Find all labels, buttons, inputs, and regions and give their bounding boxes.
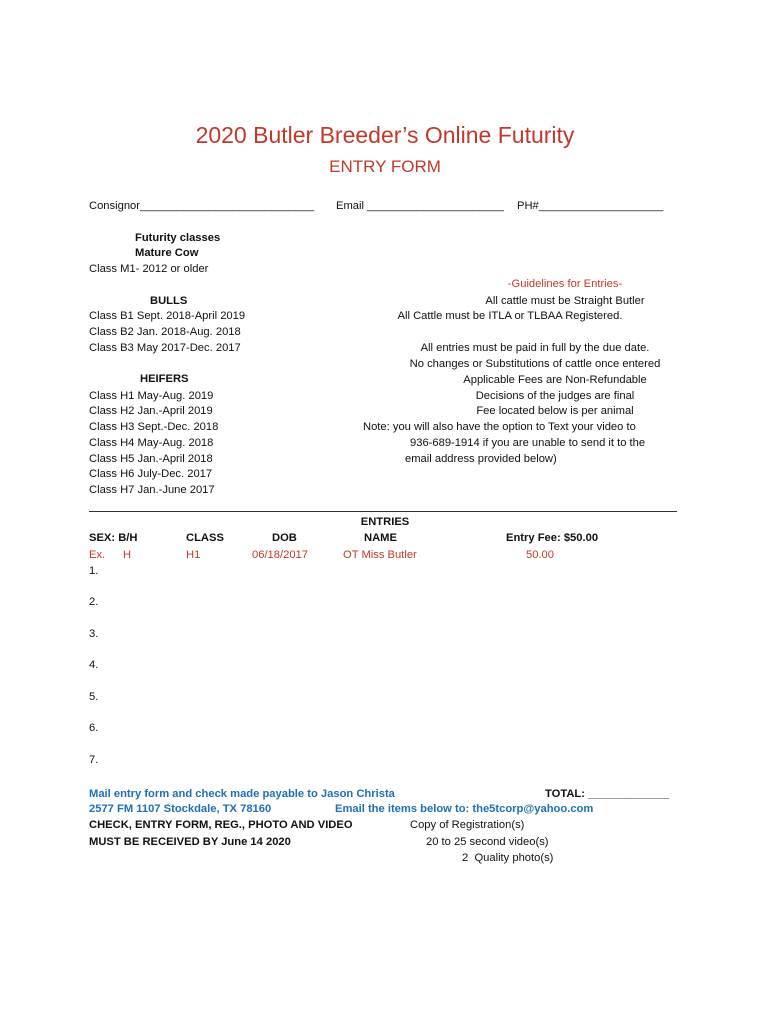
entry-row-number: 7.	[89, 754, 99, 766]
guideline-line: Note: you will also have the option to Text your video to	[363, 421, 636, 433]
class-item: Class H1 May-Aug. 2019	[89, 390, 214, 402]
class-item: Class H3 Sept.-Dec. 2018	[89, 421, 219, 433]
example-sex: H	[123, 549, 132, 561]
class-item: Class B1 Sept. 2018-April 2019	[89, 310, 246, 322]
heifers-heading: HEIFERS	[140, 373, 189, 385]
email-field: Email ______________________	[336, 200, 504, 212]
column-sex: SEX: B/H	[89, 532, 138, 544]
mailing-address: 2577 FM 1107 Stockdale, TX 78160	[89, 803, 272, 815]
example-class: H1	[186, 549, 201, 561]
entries-heading: ENTRIES	[360, 516, 410, 528]
class-item: Class H5 Jan.-April 2018	[89, 453, 213, 465]
page-subtitle: ENTRY FORM	[329, 157, 441, 176]
separator-line	[89, 511, 677, 512]
guideline-line: All entries must be paid in full by the due date.	[420, 342, 650, 354]
column-fee: Entry Fee: $50.00	[506, 532, 599, 544]
example-dob: 06/18/2017	[252, 549, 308, 561]
entry-row-number: 5.	[89, 691, 99, 703]
class-item: Class H7 Jan.-June 2017	[89, 484, 215, 496]
futurity-classes-heading: Futurity classes	[135, 232, 221, 244]
entry-row-number: 3.	[89, 628, 99, 640]
deadline: MUST BE RECEIVED BY June 14 2020	[89, 836, 291, 848]
required-items: CHECK, ENTRY FORM, REG., PHOTO AND VIDEO	[89, 819, 353, 831]
guideline-line: email address provided below)	[405, 453, 557, 465]
phone-field: PH#____________________	[517, 200, 664, 212]
column-class: CLASS	[186, 532, 224, 544]
consignor-field: Consignor____________________________	[89, 200, 315, 212]
column-name: NAME	[364, 532, 397, 544]
required-item: 2 Quality photo(s)	[462, 852, 554, 864]
required-item: Copy of Registration(s)	[410, 819, 525, 831]
guideline-line: Applicable Fees are Non-Refundable	[463, 374, 647, 386]
total-field: TOTAL: _____________	[545, 788, 669, 800]
page-title: 2020 Butler Breeder’s Online Futurity	[195, 122, 575, 148]
class-item: Class B2 Jan. 2018-Aug. 2018	[89, 326, 241, 338]
class-item: Class H2 Jan.-April 2019	[89, 405, 213, 417]
entry-row-number: 4.	[89, 659, 99, 671]
guideline-line: 936-689-1914 if you are unable to send it to the	[410, 437, 646, 449]
required-item: 20 to 25 second video(s)	[426, 836, 549, 848]
guideline-line: No changes or Substitutions of cattle once entered	[409, 358, 661, 370]
guidelines-heading: -Guidelines for Entries-	[507, 278, 623, 290]
example-name: OT Miss Butler	[343, 549, 417, 561]
example-label: Ex.	[89, 549, 106, 561]
mail-instructions: Mail entry form and check made payable to Jason Christa	[89, 788, 395, 800]
guideline-line: Fee located below is per animal	[476, 405, 634, 417]
column-dob: DOB	[272, 532, 297, 544]
class-item: Class H6 July-Dec. 2017	[89, 468, 213, 480]
class-item: Class B3 May 2017-Dec. 2017	[89, 342, 241, 354]
bulls-heading: BULLS	[150, 295, 188, 307]
entry-row-number: 1.	[89, 565, 99, 577]
entry-row-number: 6.	[89, 722, 99, 734]
email-instructions: Email the items below to: the5tcorp@yahoo.com	[335, 803, 594, 815]
example-fee: 50.00	[526, 549, 554, 561]
guideline-line: All Cattle must be ITLA or TLBAA Registered.	[397, 310, 623, 322]
guideline-line: All cattle must be Straight Butler	[485, 295, 645, 307]
class-item: Class M1- 2012 or older	[89, 263, 209, 275]
mature-cow-heading: Mature Cow	[135, 247, 199, 259]
guideline-line: Decisions of the judges are final	[475, 390, 635, 402]
entry-row-number: 2.	[89, 596, 99, 608]
class-item: Class H4 May-Aug. 2018	[89, 437, 214, 449]
